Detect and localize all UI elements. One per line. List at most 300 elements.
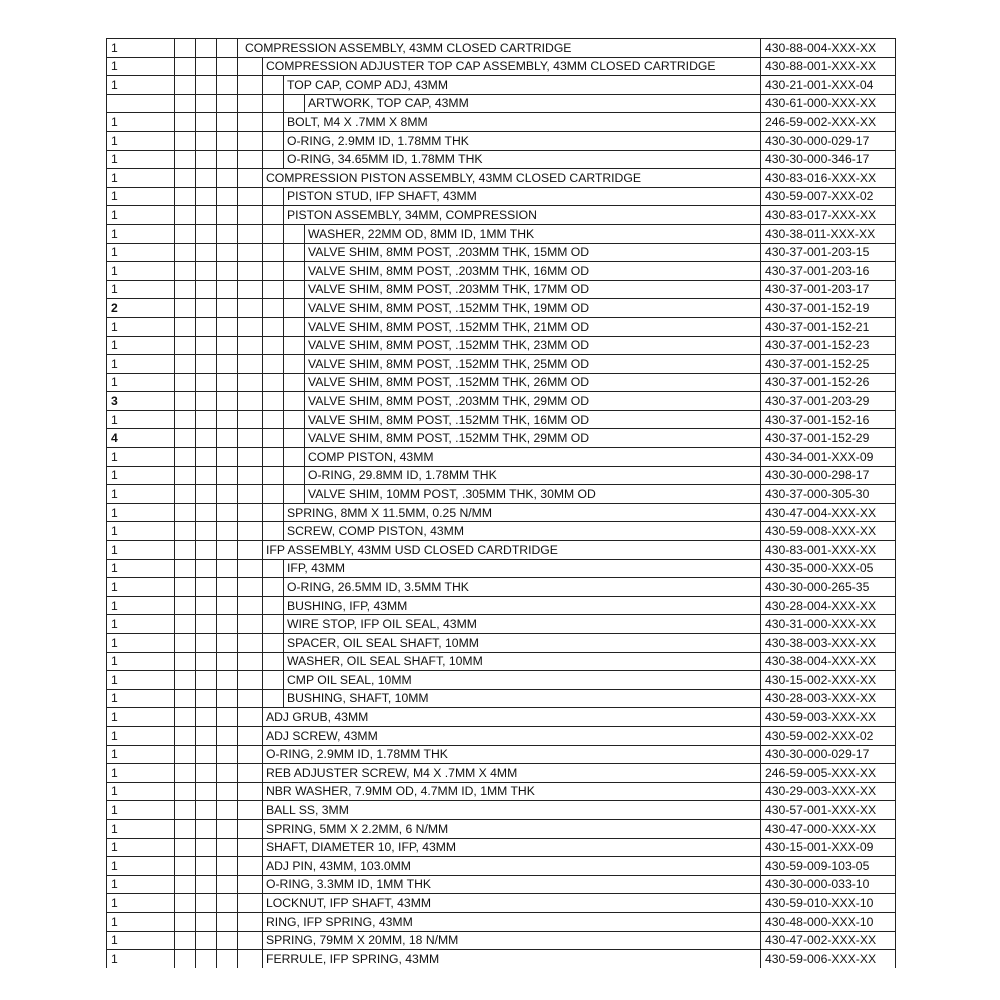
description-cell [238, 57, 761, 76]
level-indent-cell [196, 57, 217, 76]
level-indent-cell [175, 113, 196, 132]
description-text: O-RING, 26.5MM ID, 3.5MM THK [287, 579, 469, 594]
indent-guide [263, 76, 284, 94]
level-indent-cell [196, 838, 217, 857]
part-number-cell: 430-37-001-203-29 [761, 392, 896, 411]
indent-guide [284, 337, 305, 355]
description-wrap [242, 299, 760, 317]
indent-guide [284, 485, 305, 503]
level-indent-cell [217, 187, 238, 206]
description-wrap [242, 653, 760, 671]
indent-guide [263, 671, 284, 689]
quantity-cell: 1 [107, 57, 175, 76]
indent-guide [242, 578, 263, 596]
indent-guide [242, 299, 263, 317]
level-indent-cell [217, 838, 238, 857]
description-text: ADJ SCREW, 43MM [266, 728, 378, 743]
description-wrap [242, 76, 760, 94]
indent-guide [263, 485, 284, 503]
indent-guide [284, 281, 305, 299]
level-indent-cell [217, 578, 238, 597]
level-indent-cell [196, 671, 217, 690]
indent-guide [242, 894, 263, 912]
indent-guide [263, 281, 284, 299]
description-text: SCREW, COMP PISTON, 43MM [287, 524, 464, 539]
level-indent-cell [175, 206, 196, 225]
part-number-cell: 430-37-001-152-16 [761, 410, 896, 429]
description-text: REB ADJUSTER SCREW, M4 X .7MM X 4MM [266, 765, 518, 780]
description-text: BALL SS, 3MM [266, 803, 349, 818]
level-indent-cell [217, 280, 238, 299]
level-indent-cell [217, 875, 238, 894]
level-indent-cell [175, 522, 196, 541]
quantity-cell: 1 [107, 485, 175, 504]
level-indent-cell [175, 485, 196, 504]
description-cell [238, 782, 761, 801]
level-indent-cell [217, 522, 238, 541]
level-indent-cell [217, 57, 238, 76]
level-indent-cell [175, 745, 196, 764]
indent-guide [284, 448, 305, 466]
indent-guide [263, 653, 284, 671]
level-indent-cell [217, 131, 238, 150]
table-row [107, 559, 896, 578]
table-row [107, 652, 896, 671]
level-indent-cell [175, 243, 196, 262]
description-cell [238, 392, 761, 411]
level-indent-cell [217, 392, 238, 411]
description-wrap [242, 932, 760, 950]
indent-guide [242, 76, 263, 94]
level-indent-cell [175, 94, 196, 113]
table-row [107, 689, 896, 708]
table-row [107, 615, 896, 634]
level-indent-cell [217, 299, 238, 318]
description-text: VALVE SHIM, 8MM POST, .152MM THK, 16MM OD [308, 412, 590, 427]
description-wrap [242, 950, 760, 968]
description-text: FERRULE, IFP SPRING, 43MM [266, 951, 440, 966]
table-row [107, 671, 896, 690]
table-row [107, 76, 896, 95]
description-cell [238, 559, 761, 578]
indent-guide [242, 727, 263, 745]
description-cell [238, 726, 761, 745]
description-cell [238, 76, 761, 95]
description-text: VALVE SHIM, 8MM POST, .152MM THK, 26MM OD [308, 375, 590, 390]
level-indent-cell [175, 912, 196, 931]
part-number-cell: 430-31-000-XXX-XX [761, 615, 896, 634]
description-wrap [242, 708, 760, 726]
description-text: ADJ GRUB, 43MM [266, 710, 369, 725]
level-indent-cell [196, 280, 217, 299]
description-text: PISTON ASSEMBLY, 34MM, COMPRESSION [287, 208, 537, 223]
description-cell [238, 652, 761, 671]
level-indent-cell [196, 429, 217, 448]
description-wrap [242, 541, 760, 559]
description-text: IFP, 43MM [287, 561, 346, 576]
table-row [107, 94, 896, 113]
description-text: O-RING, 2.9MM ID, 1.78MM THK [287, 133, 469, 148]
quantity-cell: 1 [107, 39, 175, 58]
description-cell [238, 206, 761, 225]
level-indent-cell [175, 708, 196, 727]
level-indent-cell [217, 466, 238, 485]
part-number-cell: 430-88-001-XXX-XX [761, 57, 896, 76]
table-row [107, 466, 896, 485]
description-wrap [242, 913, 760, 931]
bill-of-materials-table [106, 38, 896, 968]
indent-guide [263, 411, 284, 429]
level-indent-cell [196, 355, 217, 374]
table-row [107, 485, 896, 504]
part-number-cell: 430-35-000-XXX-05 [761, 559, 896, 578]
part-number-cell: 430-59-010-XXX-10 [761, 894, 896, 913]
description-wrap [242, 504, 760, 522]
quantity-cell: 1 [107, 280, 175, 299]
indent-guide [242, 244, 263, 262]
indent-guide [263, 225, 284, 243]
description-text: BUSHING, SHAFT, 10MM [287, 691, 429, 706]
part-number-cell: 430-38-003-XXX-XX [761, 634, 896, 653]
quantity-cell: 1 [107, 634, 175, 653]
level-indent-cell [175, 857, 196, 876]
indent-guide [263, 337, 284, 355]
description-wrap [242, 169, 760, 187]
table-row [107, 131, 896, 150]
indent-guide [263, 95, 284, 113]
level-indent-cell [196, 485, 217, 504]
indent-guide [263, 151, 284, 169]
quantity-cell: 1 [107, 764, 175, 783]
table-row [107, 838, 896, 857]
quantity-cell: 1 [107, 317, 175, 336]
part-number-cell: 430-61-000-XXX-XX [761, 94, 896, 113]
indent-guide [242, 318, 263, 336]
level-indent-cell [217, 262, 238, 281]
description-cell [238, 950, 761, 968]
level-indent-cell [196, 782, 217, 801]
level-indent-cell [175, 169, 196, 188]
level-indent-cell [196, 224, 217, 243]
bom-body [107, 39, 896, 968]
description-text: VALVE SHIM, 10MM POST, .305MM THK, 30MM OD [308, 486, 596, 501]
description-cell [238, 299, 761, 318]
level-indent-cell [217, 485, 238, 504]
level-indent-cell [175, 280, 196, 299]
description-wrap [242, 58, 760, 76]
indent-guide [242, 597, 263, 615]
description-text: O-RING, 29.8MM ID, 1.78MM THK [308, 468, 497, 483]
indent-guide [284, 467, 305, 485]
level-indent-cell [217, 206, 238, 225]
level-indent-cell [175, 615, 196, 634]
indent-guide [242, 522, 263, 540]
indent-guide [263, 392, 284, 410]
description-cell [238, 150, 761, 169]
level-indent-cell [175, 578, 196, 597]
level-indent-cell [196, 764, 217, 783]
indent-guide [242, 820, 263, 838]
indent-guide [284, 299, 305, 317]
table-row [107, 875, 896, 894]
description-wrap [242, 374, 760, 392]
table-row [107, 578, 896, 597]
description-cell [238, 355, 761, 374]
level-indent-cell [196, 745, 217, 764]
description-wrap [242, 411, 760, 429]
indent-guide [263, 355, 284, 373]
description-wrap [242, 578, 760, 596]
level-indent-cell [217, 94, 238, 113]
level-indent-cell [175, 317, 196, 336]
quantity-cell: 1 [107, 131, 175, 150]
level-indent-cell [175, 764, 196, 783]
level-indent-cell [217, 801, 238, 820]
level-indent-cell [175, 838, 196, 857]
quantity-cell: 1 [107, 559, 175, 578]
description-cell [238, 596, 761, 615]
quantity-cell: 1 [107, 187, 175, 206]
part-number-cell: 430-37-000-305-30 [761, 485, 896, 504]
level-indent-cell [196, 410, 217, 429]
level-indent-cell [175, 373, 196, 392]
level-indent-cell [217, 559, 238, 578]
description-cell [238, 857, 761, 876]
table-row [107, 782, 896, 801]
level-indent-cell [196, 187, 217, 206]
level-indent-cell [217, 726, 238, 745]
table-row [107, 634, 896, 653]
level-indent-cell [175, 950, 196, 968]
level-indent-cell [196, 503, 217, 522]
description-cell [238, 243, 761, 262]
indent-guide [242, 746, 263, 764]
description-wrap [242, 560, 760, 578]
indent-guide [242, 58, 263, 76]
level-indent-cell [175, 894, 196, 913]
part-number-cell: 430-37-001-152-29 [761, 429, 896, 448]
quantity-cell: 1 [107, 838, 175, 857]
level-indent-cell [196, 131, 217, 150]
level-indent-cell [217, 39, 238, 58]
indent-guide [263, 448, 284, 466]
level-indent-cell [175, 336, 196, 355]
indent-guide [242, 113, 263, 131]
quantity-cell: 1 [107, 689, 175, 708]
part-number-cell: 430-48-000-XXX-10 [761, 912, 896, 931]
description-cell [238, 280, 761, 299]
table-row [107, 355, 896, 374]
description-cell [238, 615, 761, 634]
indent-guide [242, 950, 263, 968]
level-indent-cell [175, 541, 196, 560]
level-indent-cell [196, 615, 217, 634]
part-number-cell: 430-57-001-XXX-XX [761, 801, 896, 820]
description-wrap [242, 894, 760, 912]
part-number-cell: 246-59-005-XXX-XX [761, 764, 896, 783]
indent-guide [263, 597, 284, 615]
level-indent-cell [175, 801, 196, 820]
description-text: TOP CAP, COMP ADJ, 43MM [287, 77, 448, 92]
part-number-cell: 430-83-001-XXX-XX [761, 541, 896, 560]
description-cell [238, 169, 761, 188]
description-wrap [242, 522, 760, 540]
indent-guide [242, 857, 263, 875]
description-wrap [242, 262, 760, 280]
quantity-cell: 1 [107, 615, 175, 634]
description-cell [238, 317, 761, 336]
indent-guide [284, 411, 305, 429]
level-indent-cell [196, 875, 217, 894]
indent-guide [284, 429, 305, 447]
part-number-cell: 430-28-003-XXX-XX [761, 689, 896, 708]
level-indent-cell [175, 634, 196, 653]
table-row [107, 503, 896, 522]
quantity-cell: 1 [107, 448, 175, 467]
quantity-cell: 1 [107, 243, 175, 262]
level-indent-cell [175, 187, 196, 206]
description-wrap [242, 113, 760, 131]
quantity-cell: 1 [107, 262, 175, 281]
quantity-cell: 1 [107, 652, 175, 671]
indent-guide [284, 225, 305, 243]
table-row [107, 708, 896, 727]
description-text: BOLT, M4 X .7MM X 8MM [287, 115, 428, 130]
indent-guide [263, 615, 284, 633]
quantity-cell: 1 [107, 578, 175, 597]
description-wrap [242, 318, 760, 336]
table-row [107, 541, 896, 560]
level-indent-cell [217, 745, 238, 764]
description-wrap [242, 132, 760, 150]
level-indent-cell [217, 857, 238, 876]
table-row [107, 336, 896, 355]
quantity-cell: 1 [107, 671, 175, 690]
indent-guide [284, 95, 305, 113]
level-indent-cell [217, 671, 238, 690]
indent-guide [242, 708, 263, 726]
level-indent-cell [196, 652, 217, 671]
indent-guide [263, 299, 284, 317]
level-indent-cell [217, 764, 238, 783]
level-indent-cell [196, 801, 217, 820]
part-number-cell: 430-30-000-033-10 [761, 875, 896, 894]
description-cell [238, 671, 761, 690]
quantity-cell: 1 [107, 466, 175, 485]
level-indent-cell [175, 39, 196, 58]
description-cell [238, 931, 761, 950]
description-cell [238, 912, 761, 931]
description-text: PISTON STUD, IFP SHAFT, 43MM [287, 189, 477, 204]
description-text: O-RING, 3.3MM ID, 1MM THK [266, 877, 431, 892]
level-indent-cell [217, 355, 238, 374]
level-indent-cell [175, 819, 196, 838]
quantity-cell: 1 [107, 373, 175, 392]
description-text: O-RING, 34.65MM ID, 1.78MM THK [287, 152, 483, 167]
level-indent-cell [175, 671, 196, 690]
level-indent-cell [196, 39, 217, 58]
description-cell [238, 336, 761, 355]
quantity-cell: 1 [107, 410, 175, 429]
level-indent-cell [196, 894, 217, 913]
level-indent-cell [217, 689, 238, 708]
description-wrap [242, 857, 760, 875]
table-row [107, 950, 896, 968]
level-indent-cell [217, 150, 238, 169]
level-indent-cell [196, 392, 217, 411]
table-row [107, 857, 896, 876]
description-cell [238, 373, 761, 392]
quantity-cell: 1 [107, 950, 175, 968]
level-indent-cell [175, 596, 196, 615]
part-number-cell: 430-47-000-XXX-XX [761, 819, 896, 838]
description-text: VALVE SHIM, 8MM POST, .203MM THK, 17MM OD [308, 282, 590, 297]
level-indent-cell [217, 819, 238, 838]
quantity-cell: 1 [107, 522, 175, 541]
table-row [107, 206, 896, 225]
indent-guide [263, 113, 284, 131]
table-row [107, 448, 896, 467]
description-cell [238, 894, 761, 913]
level-indent-cell [217, 615, 238, 634]
table-row [107, 429, 896, 448]
indent-guide [284, 244, 305, 262]
level-indent-cell [196, 541, 217, 560]
description-cell [238, 224, 761, 243]
indent-guide [242, 95, 263, 113]
table-row [107, 150, 896, 169]
part-number-cell: 430-88-004-XXX-XX [761, 39, 896, 58]
description-cell [238, 485, 761, 504]
quantity-cell: 1 [107, 857, 175, 876]
indent-guide [284, 355, 305, 373]
table-row [107, 169, 896, 188]
description-text: SPRING, 5MM X 2.2MM, 6 N/MM [266, 821, 449, 836]
indent-guide [263, 560, 284, 578]
quantity-cell: 1 [107, 541, 175, 560]
level-indent-cell [196, 708, 217, 727]
description-wrap [242, 634, 760, 652]
description-cell [238, 131, 761, 150]
level-indent-cell [196, 317, 217, 336]
level-indent-cell [196, 113, 217, 132]
indent-guide [284, 374, 305, 392]
description-text: VALVE SHIM, 8MM POST, .152MM THK, 23MM OD [308, 338, 590, 353]
part-number-cell: 430-34-001-XXX-09 [761, 448, 896, 467]
description-wrap [242, 746, 760, 764]
description-cell [238, 262, 761, 281]
description-wrap [242, 671, 760, 689]
indent-guide [263, 262, 284, 280]
level-indent-cell [175, 392, 196, 411]
level-indent-cell [175, 782, 196, 801]
description-cell [238, 541, 761, 560]
indent-guide [242, 392, 263, 410]
description-text: COMPRESSION PISTON ASSEMBLY, 43MM CLOSED CARTRIDGE [266, 170, 641, 185]
level-indent-cell [196, 950, 217, 968]
part-number-cell: 430-83-017-XXX-XX [761, 206, 896, 225]
indent-guide [242, 671, 263, 689]
part-number-cell: 430-37-001-152-21 [761, 317, 896, 336]
quantity-cell: 1 [107, 745, 175, 764]
level-indent-cell [196, 448, 217, 467]
level-indent-cell [175, 57, 196, 76]
part-number-cell: 430-29-003-XXX-XX [761, 782, 896, 801]
description-text: COMPRESSION ASSEMBLY, 43MM CLOSED CARTRIDGE [245, 40, 572, 55]
indent-guide [242, 225, 263, 243]
description-cell [238, 522, 761, 541]
indent-guide [242, 281, 263, 299]
